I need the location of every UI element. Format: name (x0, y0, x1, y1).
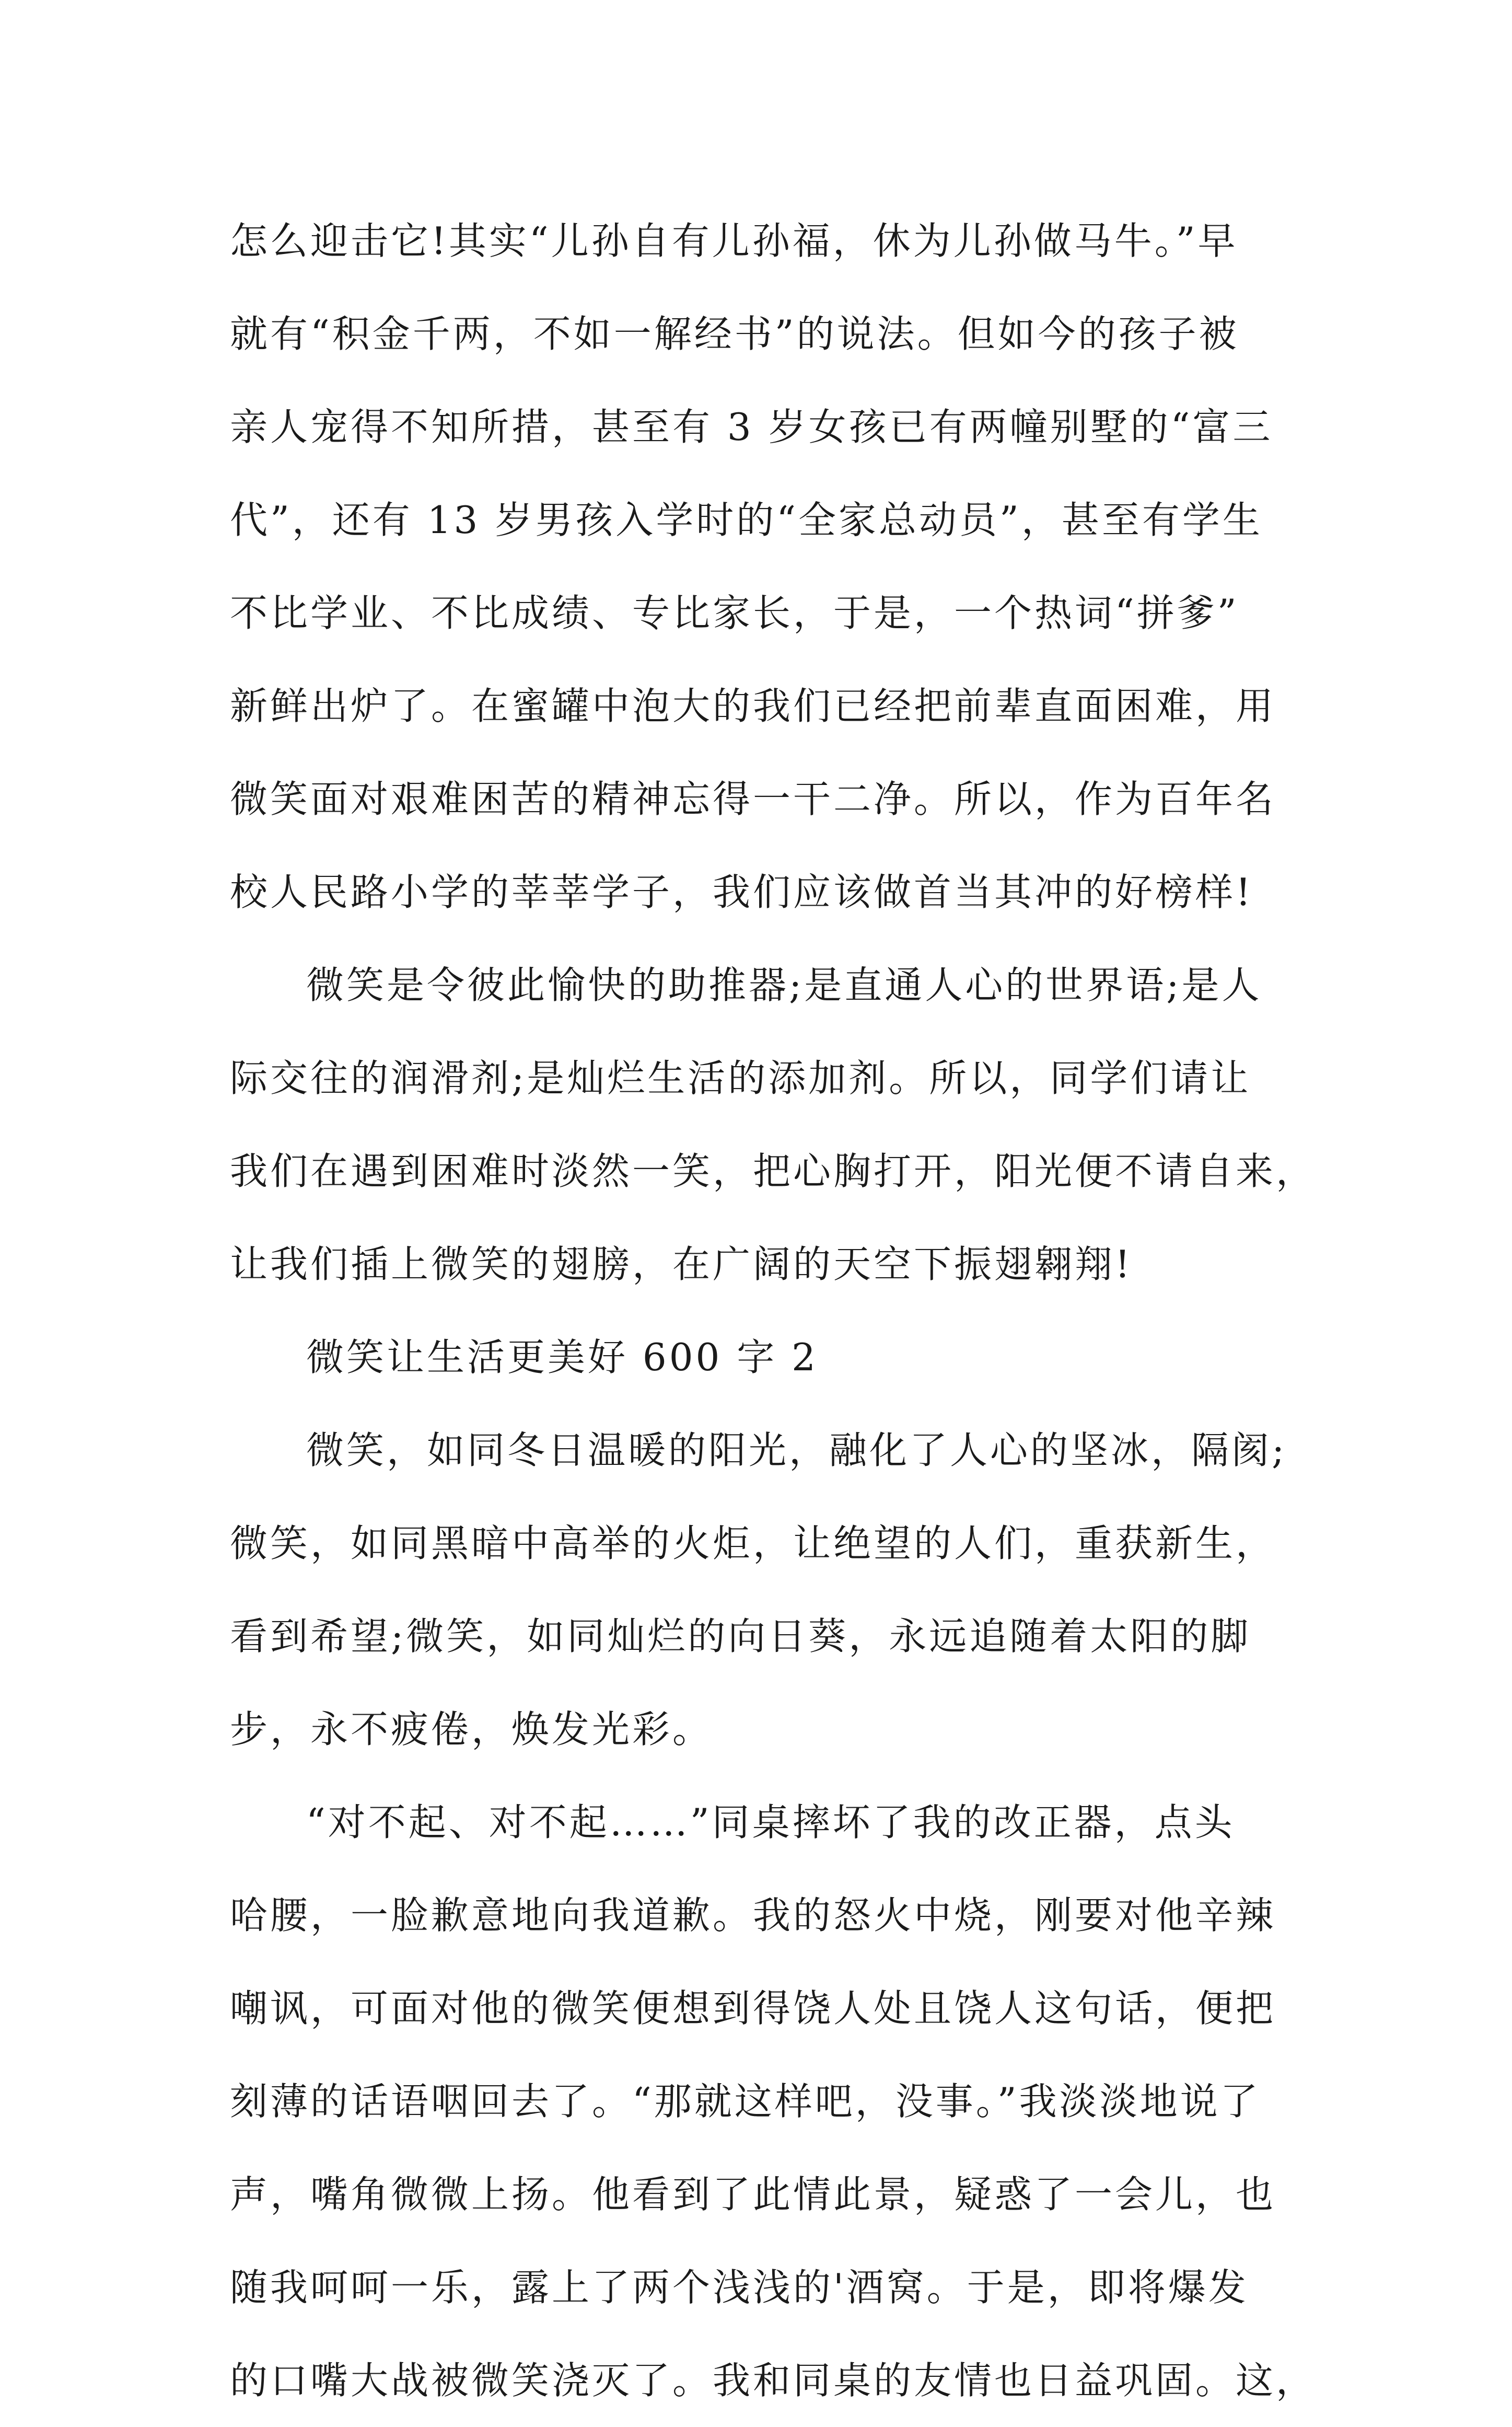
paragraph-start-line: “对不起、对不起……”同桌摔坏了我的改正器，点头 (306, 1800, 1235, 1844)
text-line: 我们在遇到困难时淡然一笑，把心胸打开，阳光便不请自来， (230, 1149, 1317, 1193)
text-line: 亲人宠得不知所措，甚至有 3 岁女孩已有两幢别墅的“富三 (230, 405, 1273, 449)
text-line: 看到希望;微笑，如同灿烂的向日葵，永远追随着太阳的脚 (230, 1614, 1251, 1658)
text-line: 步，永不疲倦，焕发光彩。 (230, 1707, 713, 1751)
text-line: 微笑，如同黑暗中高举的火炬，让绝望的人们，重获新生， (230, 1521, 1276, 1565)
text-line: 新鲜出炉了。在蜜罐中泡大的我们已经把前辈直面困难，用 (230, 684, 1276, 728)
text-line: 让我们插上微笑的翅膀，在广阔的天空下振翅翱翔! (230, 1242, 1133, 1286)
text-line: 刻薄的话语咽回去了。“那就这样吧，没事。”我淡淡地说了 (230, 2079, 1261, 2123)
text-line: 怎么迎击它!其实“儿孙自有儿孙福，休为儿孙做马牛。”早 (230, 219, 1238, 263)
text-line: 微笑面对艰难困苦的精神忘得一干二净。所以，作为百年名 (230, 777, 1276, 821)
text-line: 校人民路小学的莘莘学子，我们应该做首当其冲的好榜样! (230, 870, 1253, 914)
paragraph-start-line: 微笑，如同冬日温暖的阳光，融化了人心的坚冰，隔阂; (306, 1428, 1287, 1472)
document-body (230, 194, 1317, 2427)
text-line: 的口嘴大战被微笑浇灭了。我和同桌的友情也日益巩固。这， (230, 2359, 1317, 2402)
text-line: 就有“积金千两，不如一解经书”的说法。但如今的孩子被 (230, 312, 1239, 356)
text-line: 声，嘴角微微上扬。他看到了此情此景，疑惑了一会儿，也 (230, 2172, 1276, 2216)
paragraph-start-line: 微笑是令彼此愉快的助推器;是直通人心的世界语;是人 (306, 963, 1262, 1007)
text-line: 不比学业、不比成绩、专比家长，于是，一个热词“拼爹” (230, 591, 1239, 635)
text-line: 随我呵呵一乐，露上了两个浅浅的'酒窝。于是，即将爆发 (230, 2266, 1249, 2309)
text-line: 嘲讽，可面对他的微笑便想到得饶人处且饶人这句话，便把 (230, 1986, 1276, 2030)
text-line: 哈腰，一脸歉意地向我道歉。我的怒火中烧，刚要对他辛辣 (230, 1893, 1276, 1937)
text-line: 际交往的润滑剂;是灿烂生活的添加剂。所以，同学们请让 (230, 1056, 1251, 1100)
section-heading: 微笑让生活更美好 600 字 2 (306, 1335, 818, 1379)
text-line: 代”，还有 13 岁男孩入学时的“全家总动员”，甚至有学生 (230, 498, 1263, 542)
